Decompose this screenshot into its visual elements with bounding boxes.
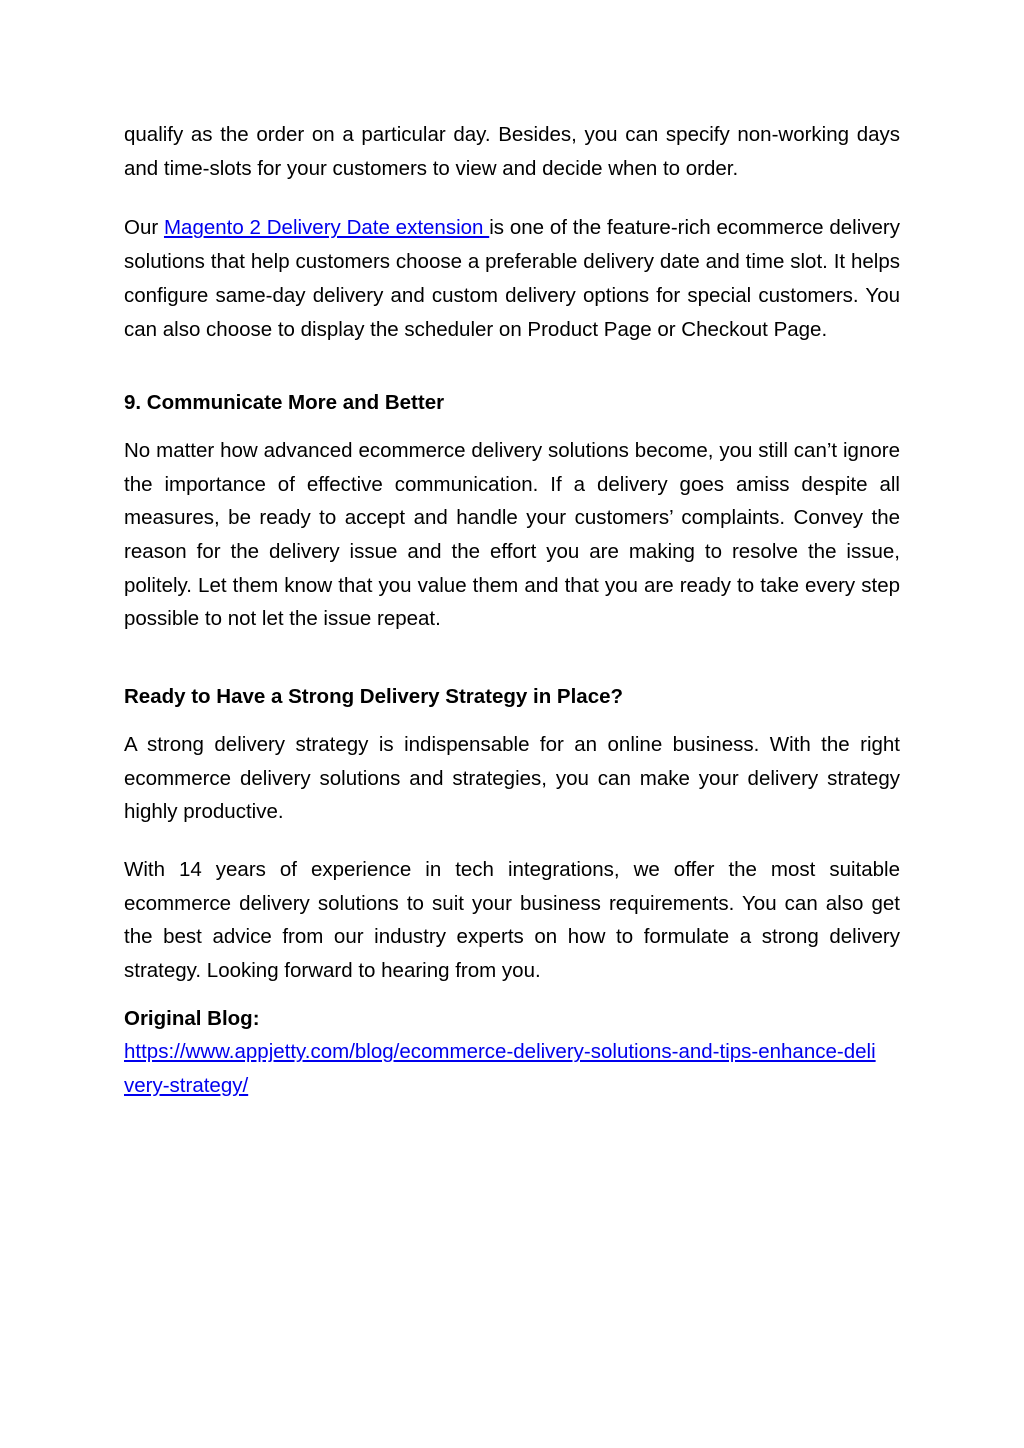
document-page (124, 118, 900, 1103)
magento-paragraph (124, 211, 900, 346)
ready-heading: Ready to Have a Strong Delivery Strategy in Place? (124, 685, 624, 709)
original-blog-label: Original Blog: (124, 1006, 260, 1030)
communicate-heading: 9. Communicate More and Better (124, 391, 445, 415)
magento-delivery-date-link[interactable]: Magento 2 Delivery Date extension (163, 216, 490, 240)
magento-suffix: is one of the feature-rich ecommerce delivery solutions that help customers choose a preferable delivery date and time slot. It helps configure same-day delivery and custom delivery options for special customers. You can also choose to display the scheduler on Product Page or Checkout Page. (124, 216, 900, 341)
experience-paragraph: With 14 years of experience in tech integrations, we offer the most suitable ecommerce delivery solutions to suit your business requirements. You can also get the best advice from our industry experts on how to formulate a strong delivery strategy. Looking forward to hearing from you. (124, 857, 900, 983)
intro-paragraph: qualify as the order on a particular day. Besides, you can specify non-working days and time-slots for your customers to view and decide when to order. (124, 123, 900, 180)
strategy-paragraph: A strong delivery strategy is indispensable for an online business. With the right ecommerce delivery solutions and strategies, you can make your delivery strategy highly productive. (124, 732, 900, 824)
communicate-paragraph: No matter how advanced ecommerce delivery solutions become, you still can’t ignore the importance of effective communication. If a delivery goes amiss despite all measures, be ready to accept and handle your customers’ complaints. Convey the reason for the delivery issue and the effort you are making to resolve the issue, politely. Let them know that you value them and that you are ready to take every step possible to not let the issue repeat. (124, 438, 900, 631)
original-blog-url-container (124, 1035, 884, 1102)
original-blog-link[interactable]: https://www.appjetty.com/blog/ecommerce-delivery-solutions-and-tips-enhance-delivery-strategy/ (124, 1040, 876, 1098)
magento-prefix: Our (124, 216, 164, 240)
